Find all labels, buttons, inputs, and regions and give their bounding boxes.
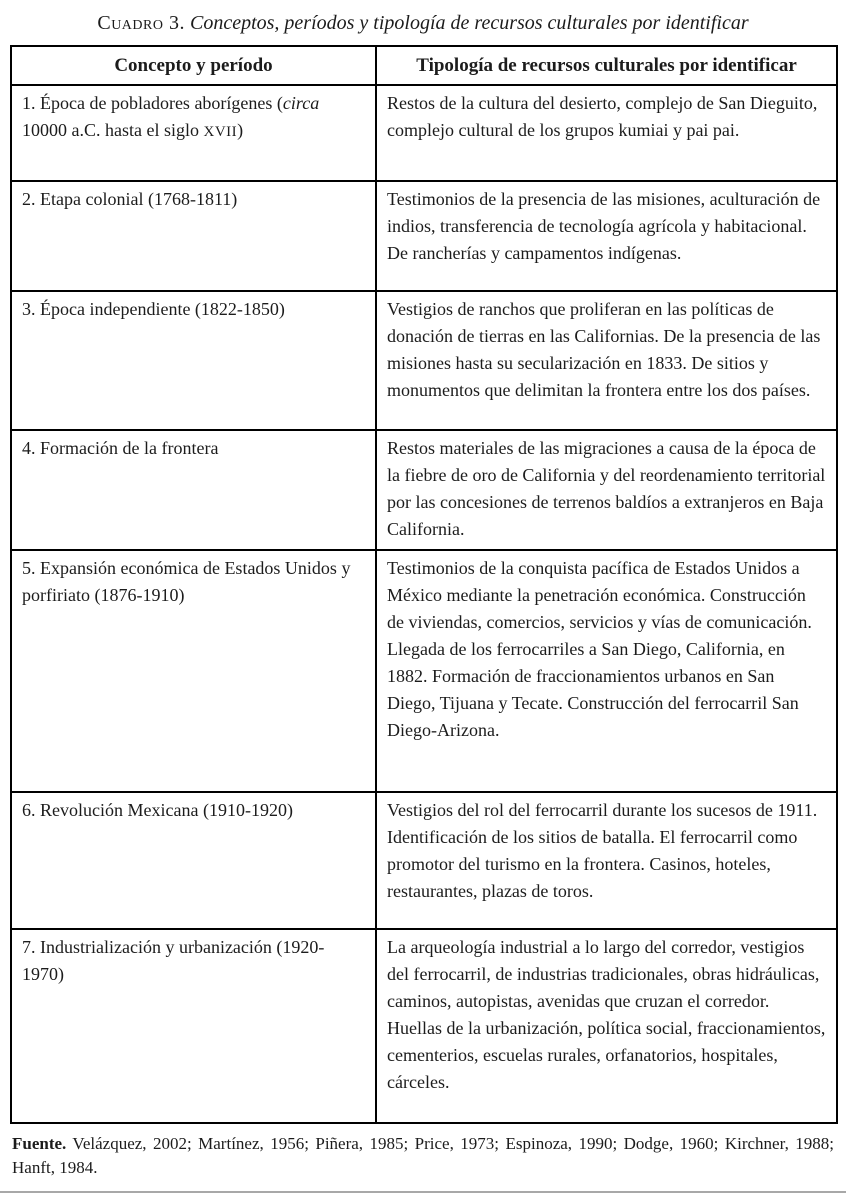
table-row bbox=[11, 929, 837, 1123]
table-row bbox=[11, 550, 837, 792]
tipologia-cell: Testimonios de la conquista pacífica de Estados Unidos a México mediante la penetración económica. Construcción de viviendas, comercios, servicios y vías de comunicación. Llegada de los ferrocarriles a San Diego, California, en 1882. Formación de fraccionamientos urbanos en San Diego, Tijuana y Tecate. Construcción del ferrocarril San Diego-Arizona. bbox=[376, 550, 837, 792]
caption-label: Cuadro 3. bbox=[97, 12, 185, 34]
source-text: Velázquez, 2002; Martínez, 1956; Piñera, 1985; Price, 1973; Espinoza, 1990; Dodge, 1960; Kirchner, 1988; Hanft, 1984. bbox=[12, 1134, 834, 1177]
table-caption bbox=[10, 8, 836, 38]
resources-table bbox=[10, 45, 838, 1124]
concepto-cell: 2. Etapa colonial (1768-1811) bbox=[11, 181, 376, 291]
concepto-cell: 7. Industrialización y urbanización (1920-1970) bbox=[11, 929, 376, 1123]
concepto-text-italic: circa bbox=[282, 93, 320, 113]
bottom-rule-divider bbox=[0, 1191, 846, 1193]
table-row bbox=[11, 291, 837, 430]
source-note bbox=[12, 1132, 834, 1180]
concepto-cell: 6. Revolución Mexicana (1910-1920) bbox=[11, 792, 376, 929]
tipologia-cell: Testimonios de la presencia de las misiones, aculturación de indios, transferencia de tecnología agrícola y habitacional. De rancherías y campamentos indígenas. bbox=[376, 181, 837, 291]
concepto-cell: 4. Formación de la frontera bbox=[11, 430, 376, 550]
tipologia-cell: La arqueología industrial a lo largo del corredor, vestigios del ferrocarril, de industrias tradicionales, obras hidráulicas, caminos, autopistas, avenidas que cruzan el corredor. Huellas de la urbanización, política social, fraccionamientos, cementerios, escuelas rurales, orfanatorios, hospitales, cárceles. bbox=[376, 929, 837, 1123]
header-cell-tipologia: Tipología de recursos culturales por identificar bbox=[376, 46, 837, 85]
concepto-text-pre: 1. Época de pobladores aborígenes ( bbox=[22, 93, 283, 113]
table-row bbox=[11, 430, 837, 550]
caption-title: Conceptos, períodos y tipología de recursos culturales por identificar bbox=[184, 12, 749, 34]
tipologia-cell: Restos de la cultura del desierto, complejo de San Dieguito, complejo cultural de los grupos kumiai y pai pai. bbox=[376, 85, 837, 181]
header-row bbox=[11, 46, 837, 85]
tipologia-cell: Vestigios de ranchos que proliferan en las políticas de donación de tierras en las Californias. De la presencia de las misiones hasta su secularización en 1833. De sitios y monumentos que delimitan la frontera entre los dos países. bbox=[376, 291, 837, 430]
concepto-cell bbox=[11, 85, 376, 181]
concepto-text-mid: 10000 a.C. hasta el siglo bbox=[22, 120, 204, 140]
table-row bbox=[11, 792, 837, 929]
table-row bbox=[11, 181, 837, 291]
tipologia-cell: Restos materiales de las migraciones a causa de la época de la fiebre de oro de California y del reordenamiento territorial por las concesiones de terrenos baldíos a extranjeros en Baja California. bbox=[376, 430, 837, 550]
concepto-text-smallcaps: XVII bbox=[203, 124, 238, 140]
table-row bbox=[11, 85, 837, 181]
concepto-cell: 5. Expansión económica de Estados Unidos y porfiriato (1876-1910) bbox=[11, 550, 376, 792]
source-label: Fuente. bbox=[12, 1134, 67, 1153]
tipologia-cell: Vestigios del rol del ferrocarril durante los sucesos de 1911. Identificación de los sitios de batalla. El ferrocarril como promotor del turismo en la frontera. Casinos, hoteles, restaurantes, plazas de toros. bbox=[376, 792, 837, 929]
concepto-cell: 3. Época independiente (1822-1850) bbox=[11, 291, 376, 430]
concepto-text-post: ) bbox=[237, 120, 244, 140]
header-cell-concepto: Concepto y período bbox=[11, 46, 376, 85]
